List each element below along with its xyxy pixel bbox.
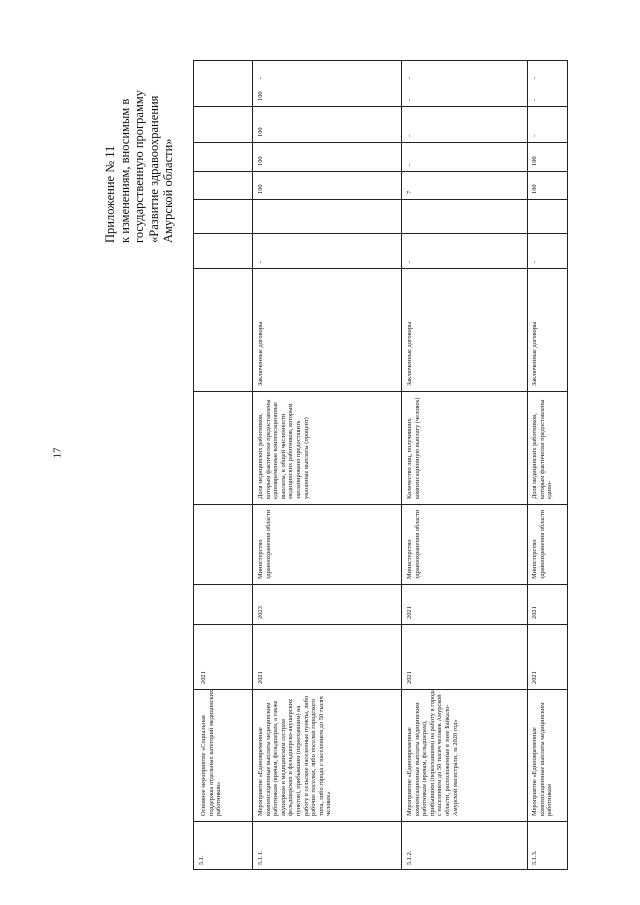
row-number: 5.1.2. <box>406 850 413 865</box>
value-cell: - <box>531 260 538 263</box>
value-cell: - <box>406 76 413 79</box>
measures-table <box>193 60 568 870</box>
result: Заключенные договоры <box>531 321 538 386</box>
value-cell: - <box>531 76 538 79</box>
value-cell: - <box>406 163 413 166</box>
column-divider <box>194 584 567 585</box>
header-line: государственную программу <box>132 89 146 243</box>
indicator: Доля медицинских работников, которым фактически предоставлены единовременные компенсационные выплаты, в общей численности медицинских работников, которым запланировано предоставить указанные выплаты (процент) <box>257 399 310 499</box>
end-year: 2021 <box>406 606 413 619</box>
start-year: 2021 <box>200 671 207 684</box>
row-number: 5.1.1. <box>257 850 264 865</box>
measure-name: Мероприятие «Единовременные компенсационные выплаты медицинским работникам (врачам, фельдшерам), прибывшим (переехавшим) на работу в города с населением до 50 тысяч человек Амурской области, расположенные в зоне Байкало-Амурской магистрали, за 2020 год» <box>406 688 459 816</box>
value-cell: 100 <box>257 184 264 194</box>
header-line: к изменениям, вносимым в <box>117 98 132 243</box>
start-year: 2021 <box>406 671 413 684</box>
page-number: 17 <box>51 447 64 459</box>
value-cell: 100 <box>257 91 264 101</box>
appendix-header <box>103 38 176 243</box>
row-divider <box>527 61 528 869</box>
value-cell: 100 <box>257 156 264 166</box>
indicator: Количество лиц, получивших компенсационную выплату (человек) <box>406 397 421 499</box>
column-divider <box>194 106 567 107</box>
column-divider <box>194 504 567 505</box>
header-line: Приложение № 11 <box>103 145 117 243</box>
value-cell: - <box>257 76 264 79</box>
start-year: 2021 <box>257 671 264 684</box>
value-cell: - <box>257 260 264 263</box>
value-cell: - <box>406 98 413 101</box>
executor: Министерство здравоохранения области <box>257 509 272 579</box>
column-divider <box>194 142 567 143</box>
column-divider <box>194 199 567 200</box>
row-divider <box>401 61 402 869</box>
column-divider <box>194 233 567 234</box>
value-cell: 100 <box>257 127 264 137</box>
header-line: «Развитие здравоохранения <box>146 95 161 243</box>
indicator: Доля медицинских работников, которым фактически предоставлены едино- <box>531 399 554 499</box>
result: Заключенные договоры <box>257 321 264 386</box>
value-cell: - <box>531 134 538 137</box>
row-number: 5.1.3. <box>531 850 538 865</box>
column-divider <box>194 171 567 172</box>
value-cell: - <box>406 260 413 263</box>
executor: Министерство здравоохранения области <box>531 509 546 579</box>
column-divider <box>194 624 567 625</box>
value-cell: - <box>406 134 413 137</box>
end-year: 2023 <box>257 606 264 619</box>
end-year: 2021 <box>531 606 538 619</box>
column-divider <box>194 689 567 690</box>
result: Заключенные договоры <box>406 321 413 386</box>
value-cell: 7 <box>406 190 413 194</box>
column-divider <box>194 821 567 822</box>
column-divider <box>194 391 567 392</box>
row-number: 5.1. <box>198 855 205 865</box>
value-cell: 100 <box>531 184 538 194</box>
row-divider <box>252 61 253 869</box>
column-divider <box>194 268 567 269</box>
value-cell: 100 <box>531 156 538 166</box>
value-cell: - <box>531 98 538 101</box>
measure-name: Мероприятие «Единовременные компенсационные выплаты медицинским работникам <box>531 702 554 816</box>
start-year: 2021 <box>531 671 538 684</box>
executor: Министерство здравоохранения области <box>406 509 421 579</box>
measure-name: Мероприятие «Единовременные компенсационные выплаты медицинским работникам (врачам, фельдшерам, а также акушеркам и медицинским сестрам фельдшерских и фельдшерско-акушерских пунктов), прибывшим (переехавшим) на работу в сельские населенные пункты, либо рабочие поселки, либо поселки городского типа, либо города с населением до 50 тысяч человек» <box>257 695 333 816</box>
measure-name: Основное мероприятие «Социальная поддержка отдельных категорий медицинских работников» <box>200 689 223 816</box>
header-line: Амурской области» <box>161 138 175 243</box>
